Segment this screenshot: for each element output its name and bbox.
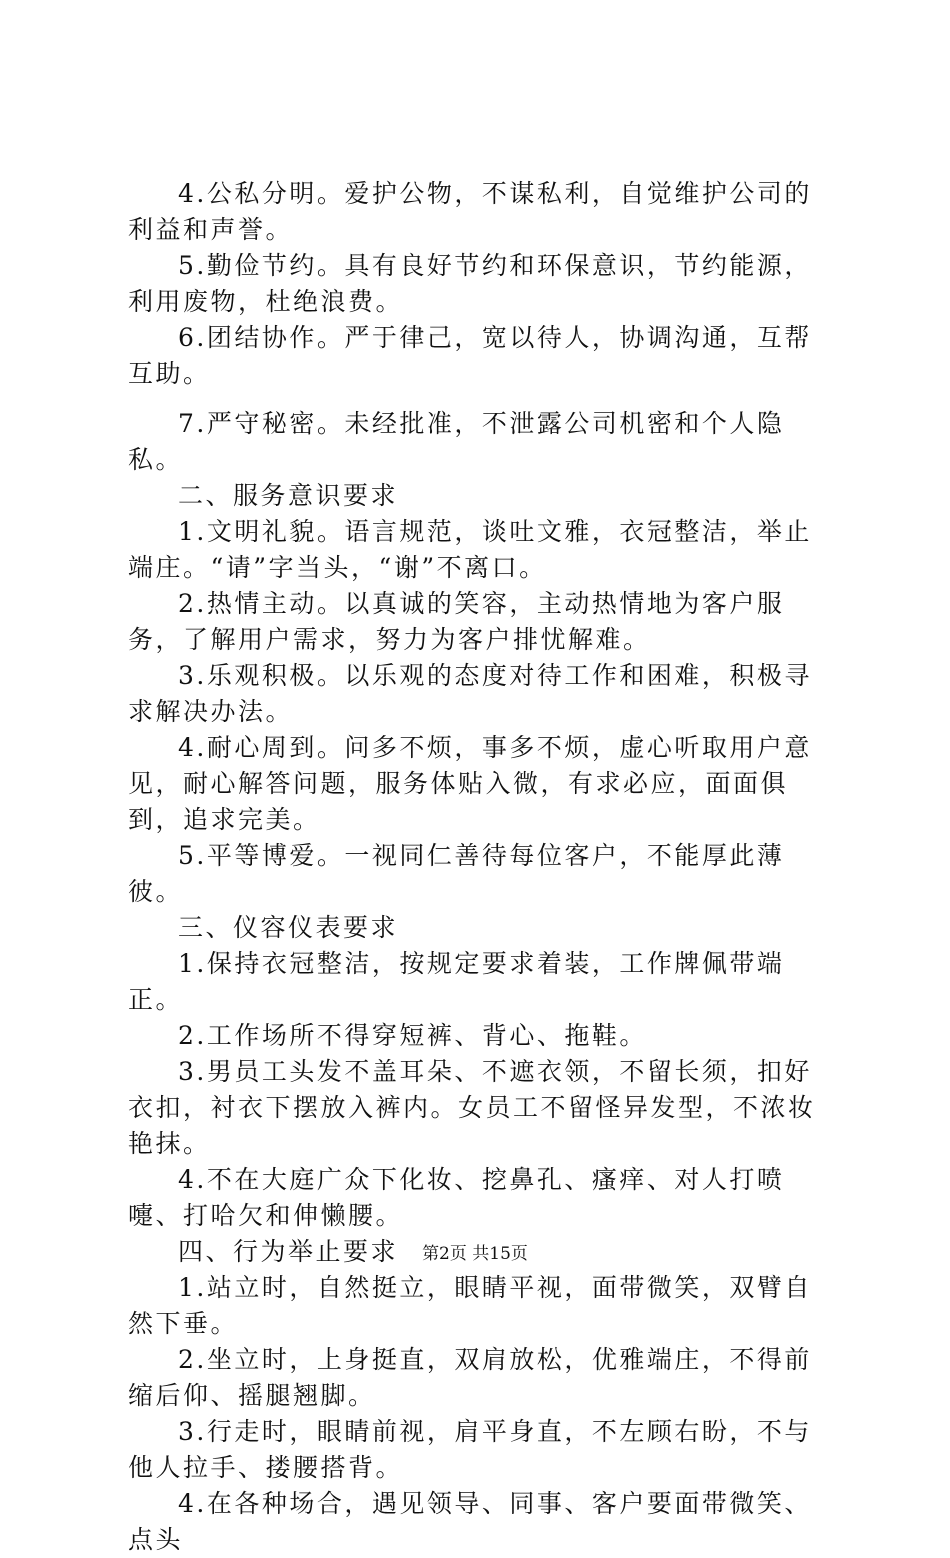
paragraph-patience: 4.耐心周到。问多不烦，事多不烦，虚心听取用户意见，耐心解答问题，服务体贴入微，有求必应，面面俱到，追求完美。 xyxy=(128,733,812,834)
paragraph-public-private: 4.公私分明。爱护公物，不谋私利，自觉维护公司的利益和声誉。 xyxy=(128,179,812,244)
paragraph-teamwork: 6.团结协作。严于律己，宽以待人，协调沟通，互帮互助。 xyxy=(128,323,812,388)
paragraph-enthusiasm: 2.热情主动。以真诚的笑容，主动热情地为客户服务，了解用户需求，努力为客户排忧解难。 xyxy=(128,589,785,654)
paragraph-public-behavior: 4.不在大庭广众下化妆、挖鼻孔、瘙痒、对人打喷嚏、打哈欠和伸懒腰。 xyxy=(128,1165,785,1230)
paragraph-workplace-attire: 2.工作场所不得穿短裤、背心、拖鞋。 xyxy=(178,1021,647,1050)
paragraph-sitting: 2.坐立时，上身挺直，双肩放松，优雅端庄，不得前缩后仰、摇腿翘脚。 xyxy=(128,1345,812,1410)
paragraph-standing: 1.站立时，自然挺立，眼睛平视，面带微笑，双臂自然下垂。 xyxy=(128,1273,812,1338)
document-body xyxy=(128,176,838,1558)
paragraph-dress: 1.保持衣冠整洁，按规定要求着装，工作牌佩带端正。 xyxy=(128,949,785,1014)
paragraph-equality: 5.平等博爱。一视同仁善待每位客户，不能厚此薄彼。 xyxy=(128,841,785,906)
paragraph-greeting: 4.在各种场合，遇见领导、同事、客户要面带微笑、点头 xyxy=(128,1489,812,1554)
paragraph-optimism: 3.乐观积极。以乐观的态度对待工作和困难，积极寻求解决办法。 xyxy=(128,661,812,726)
paragraph-frugality: 5.勤俭节约。具有良好节约和环保意识，节约能源，利用废物，杜绝浪费。 xyxy=(128,251,812,316)
section-heading-appearance: 三、仪容仪表要求 xyxy=(178,913,399,942)
page-number-footer: 第2页 共15页 xyxy=(422,1244,528,1264)
paragraph-confidentiality: 7.严守秘密。未经批准，不泄露公司机密和个人隐私。 xyxy=(128,409,785,474)
paragraph-walking: 3.行走时，眼睛前视，肩平身直，不左顾右盼，不与他人拉手、搂腰搭背。 xyxy=(128,1417,812,1482)
paragraph-courtesy: 1.文明礼貌。语言规范，谈吐文雅，衣冠整洁，举止端庄。“请”字当头，“谢”不离口。 xyxy=(128,517,812,582)
section-heading-service: 二、服务意识要求 xyxy=(178,481,399,510)
paragraph-grooming: 3.男员工头发不盖耳朵、不遮衣领，不留长须，扣好衣扣，衬衣下摆放入裤内。女员工不留怪异发型，不浓妆艳抹。 xyxy=(128,1057,816,1158)
section-heading-conduct: 四、行为举止要求 xyxy=(178,1237,399,1266)
